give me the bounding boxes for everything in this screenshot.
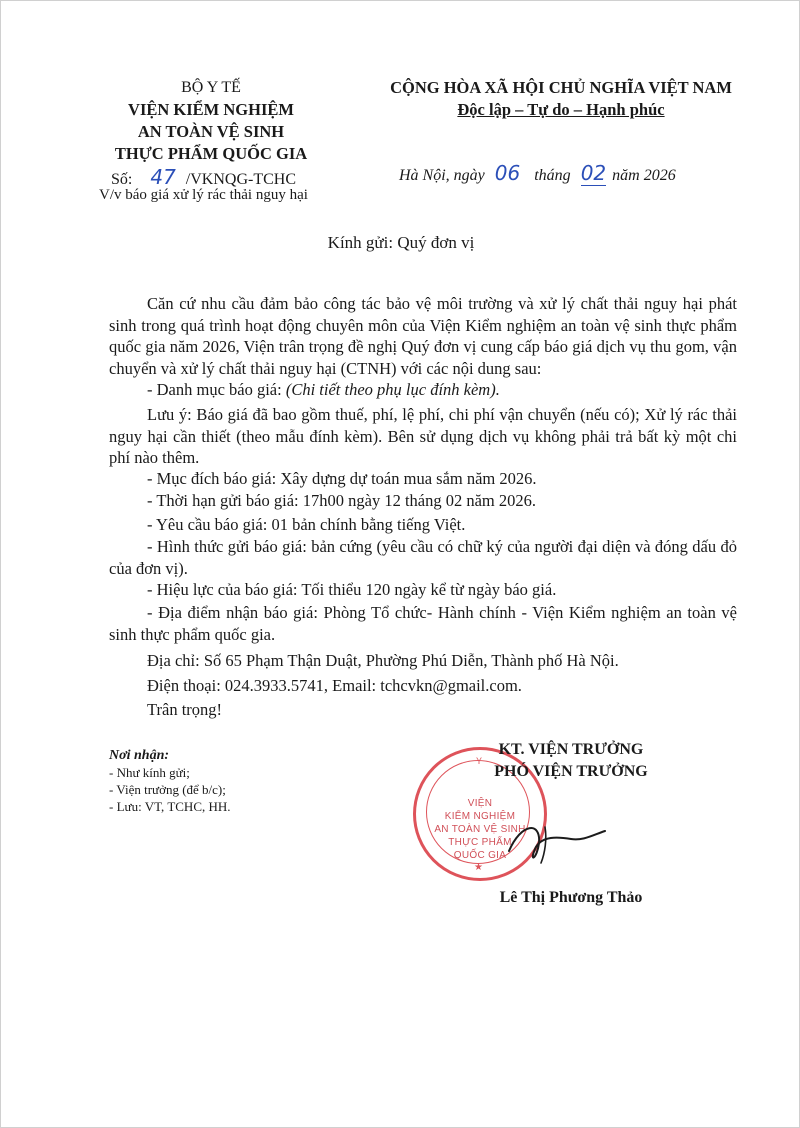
deadline-line: - Thời hạn gửi báo giá: 17h00 ngày 12 tháng 02 năm 2026. [147, 491, 537, 510]
list-line [147, 379, 737, 401]
org-name-line1: VIỆN KIỂM NGHIỆM [128, 100, 294, 119]
note-paragraph: Lưu ý: Báo giá đã bao gồm thuế, phí, lệ phí, chi phí vận chuyển (nếu có); Xử lý rác thải nguy hại cần thiết (theo mẫu đính kèm). Bên sử dụng dịch vụ không phải trả bất kỳ một chi phí nào thêm. [109, 405, 737, 467]
recipient-item: - Lưu: VT, TCHC, HH. [109, 799, 231, 814]
doc-number-suffix: /VKNQG-TCHC [185, 171, 297, 188]
salutation: Kính gửi: Quý đơn vị [327, 233, 475, 252]
recipient-item: - Viện trưởng (để b/c); [109, 782, 226, 797]
seal-text: VIỆN [467, 798, 493, 809]
national-motto: Độc lập – Tự do – Hạnh phúc [457, 100, 665, 119]
seal-text: AN TOÀN VỆ SINH [434, 824, 526, 835]
recipients-title: Nơi nhận: [109, 748, 170, 763]
national-header [356, 77, 766, 121]
seal-text: THỰC PHẨM [448, 837, 512, 848]
address-line: Địa chỉ: Số 65 Phạm Thận Duật, Phường Phú Diễn, Thành phố Hà Nội. [147, 651, 619, 670]
seal-text: KIỂM NGHIỆM [444, 811, 516, 822]
document-date [399, 161, 759, 185]
issuer-block [96, 77, 326, 165]
date-month-handwritten: 02 [580, 161, 607, 185]
list-value: (Chi tiết theo phụ lục đính kèm). [285, 380, 500, 399]
document-number [111, 165, 371, 189]
requirement-line: - Yêu cầu báo giá: 01 bản chính bằng tiếng Việt. [147, 515, 466, 534]
date-day-handwritten: 06 [494, 161, 521, 185]
list-label: - Danh mục báo giá: [147, 380, 286, 399]
seal-text: QUỐC GIA [453, 850, 507, 861]
seal-star-icon: ★ [474, 862, 483, 873]
recipient-item: - Như kính gửi; [109, 765, 190, 780]
org-name-line2: AN TOÀN VỆ SINH [137, 122, 285, 141]
doc-number-handwritten: 47 [150, 165, 176, 189]
contact-line: Điện thoại: 024.3933.5741, Email: tchcvkn@gmail.com. [147, 676, 522, 695]
signature-title1: KT. VIỆN TRƯỞNG [498, 741, 644, 758]
location-paragraph: - Địa điểm nhận báo giá: Phòng Tổ chức- Hành chính - Viện Kiểm nghiệm an toàn vệ sinh thực phẩm quốc gia. [109, 603, 737, 644]
seal-top-mark: Y [476, 756, 483, 766]
handwritten-signature [501, 813, 611, 873]
doc-number-prefix: Số: [111, 171, 133, 188]
signature-block [471, 739, 671, 783]
signer-name: Lê Thị Phương Thảo [499, 889, 643, 906]
nation-title: CỘNG HÒA XÃ HỘI CHỦ NGHĨA VIỆT NAM [390, 78, 732, 97]
closing-line: Trân trọng! [147, 700, 223, 719]
recipients-block [109, 747, 359, 815]
intro-paragraph: Căn cứ nhu cầu đảm bảo công tác bảo vệ môi trường và xử lý chất thải nguy hại phát sinh trong quá trình hoạt động chuyên môn của Viện Kiểm nghiệm an toàn vệ sinh thực phẩm quốc gia năm 2026, Viện trân trọng đề nghị Quý đơn vị cung cấp báo giá dịch vụ thu gom, vận chuyển và xử lý chất thải nguy hại (CTNH) với các nội dung sau: [109, 294, 737, 378]
form-paragraph: - Hình thức gửi báo giá: bản cứng (yêu cầu có chữ ký của người đại diện và đóng dấu đỏ của đơn vị). [109, 537, 737, 578]
purpose-line: - Mục đích báo giá: Xây dựng dự toán mua sắm năm 2026. [147, 469, 537, 488]
org-name-line3: THỰC PHẨM QUỐC GIA [114, 144, 308, 163]
signature-title2: PHÓ VIỆN TRƯỞNG [494, 763, 648, 780]
date-prefix: Hà Nội, ngày [399, 167, 485, 184]
ministry-name: BỘ Y TẾ [181, 79, 241, 96]
date-month-label: tháng [534, 167, 571, 184]
date-year: năm 2026 [612, 167, 676, 184]
validity-line: - Hiệu lực của báo giá: Tối thiểu 120 ngày kể từ ngày báo giá. [147, 580, 557, 599]
document-subject: V/v báo giá xử lý rác thải nguy hại [99, 187, 308, 203]
